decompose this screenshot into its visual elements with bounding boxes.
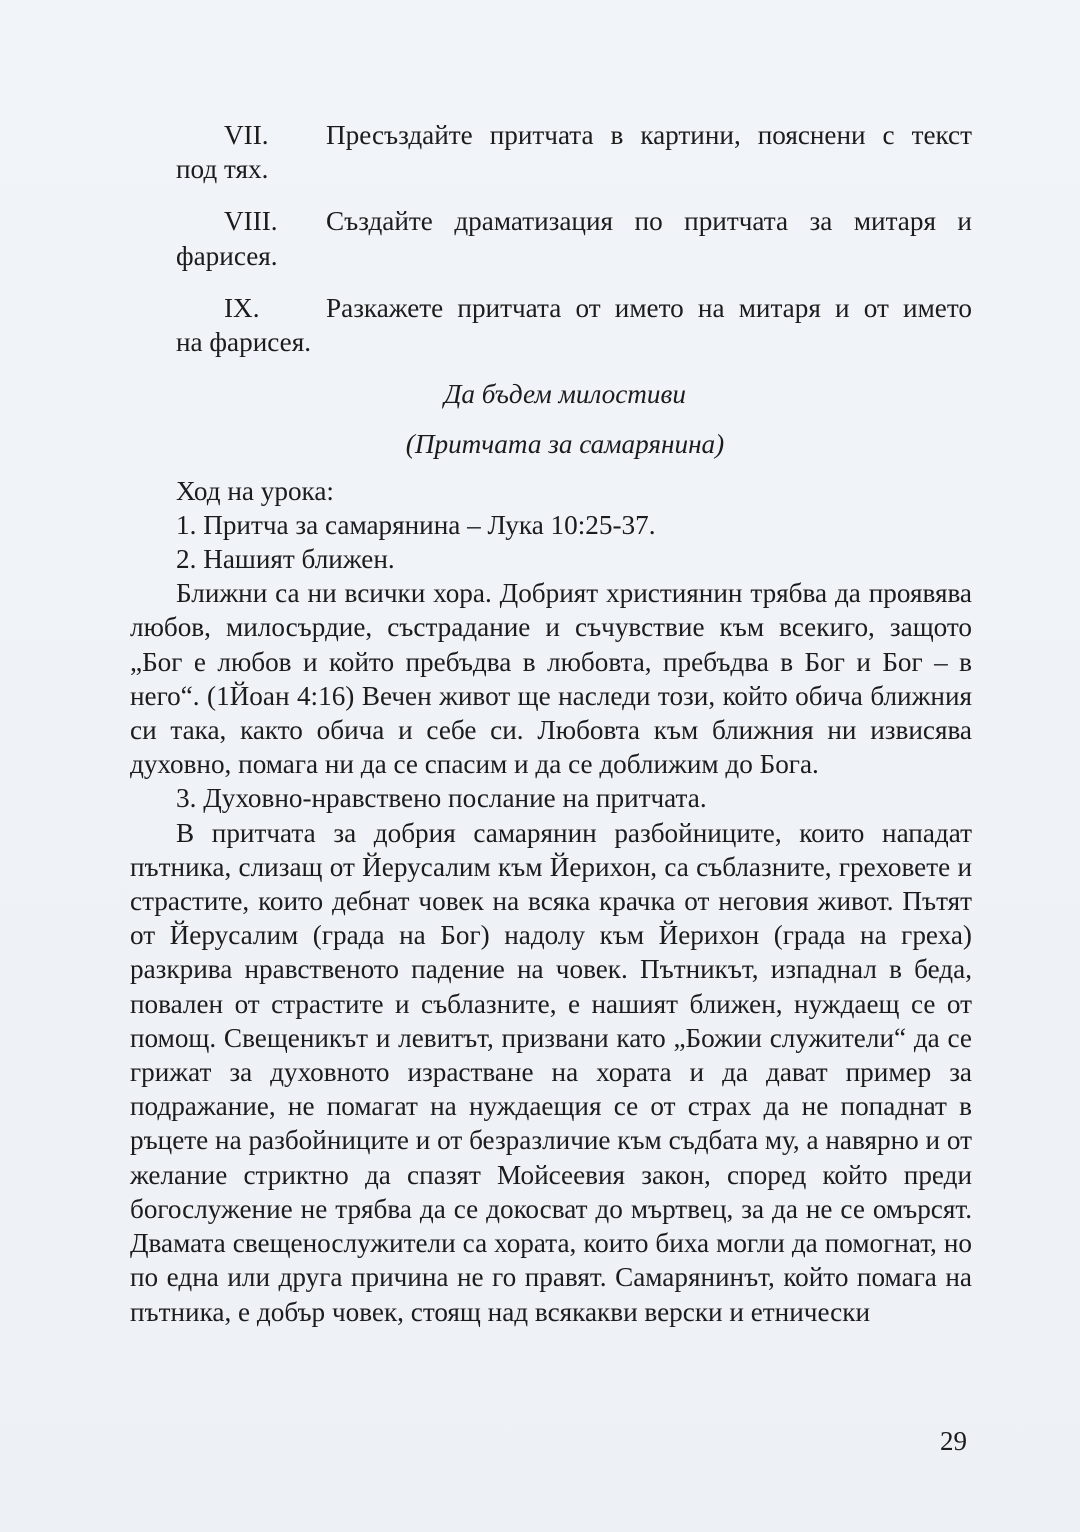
message-paragraph [130, 816, 972, 1329]
neighbors-paragraph [130, 576, 972, 781]
task-number: VII. [224, 120, 269, 150]
task-item-8 [130, 204, 972, 272]
task-text-continued: на фарисея. [176, 327, 312, 358]
task-text: Разкажете притчата от името на митаря и от името [326, 292, 972, 323]
lesson-point-1: 1. Притча за самарянина – Лука 10:25-37. [176, 509, 656, 540]
task-text-continued: под тях. [176, 154, 269, 185]
lesson-point-2: 2. Нашият ближен. [176, 544, 395, 575]
task-number: IX. [224, 292, 260, 323]
lesson-point-3: 3. Духовно-нравствено послание на притчата. [176, 783, 707, 814]
task-item-first-line [130, 291, 972, 325]
task-item-first-line [130, 118, 972, 152]
task-item-9 [130, 291, 972, 359]
neighbors-paragraph-text: Ближни са ни всички хора. Добрият християнин трябва да проявява любов, милосърдие, състрадание и съчувствие към всекиго, защото „Бог е любов и който пребъдва в любовта, пребъдва в Бог и Бог – в него“. (1Йоан 4:16) Вечен живот ще наследи този, който обича ближния си така, както обича и себе си. Любовта към ближния ни извисява духовно, помага ни да се спасим и да се доближим до Бога. [130, 578, 972, 780]
task-item-7 [130, 118, 972, 186]
lesson-title: Да бъдем милостиви [444, 379, 686, 410]
task-text-continued: фарисея. [176, 240, 278, 271]
task-text: Създайте драматизация по притчата за митаря и [326, 206, 972, 237]
task-number: VIII. [224, 206, 278, 237]
lesson-subtitle: (Притчата за самарянина) [405, 429, 725, 460]
page-body [130, 118, 972, 1329]
page-number: 29 [940, 1426, 967, 1456]
course-heading: Ход на урока: [176, 475, 334, 506]
task-item-first-line [130, 204, 972, 238]
message-paragraph-text: В притчата за добрия самарянин разбойниците, които нападат пътника, слизащ от Йерусалим към Йерихон, са съблазните, греховете и страстите, които дебнат човек на всяка крачка от неговия живот. Пътят от Йерусалим (града на Бог) надолу към Йерихон (града на греха) разкрива нравственото падение на човек. Пътникът, изпаднал в беда, повален от страстите и съблазните, е нашият ближен, нуждаещ се от помощ. Свещеникът и левитът, призвани като „Божии служители“ да се грижат за духовното израстване на хората и да дават пример за подражание, не помагат на нуждаещия се от страх да не попаднат в ръцете на разбойниците и от безразличие към съдбата му, а навярно и от желание стриктно да спазят Мойсеевия закон, според който преди богослужение не трябва да се докосват до мъртвец, за да не се омърсят. Двамата свещенослужители са хората, които биха могли да помогнат, но по една или друга причина не го правят. Самарянинът, който помага на пътника, е добър човек, стоящ над всякакви верски и етнически [130, 817, 972, 1327]
task-text: Пресъздайте притчата в картини, пояснени с текст [326, 120, 972, 150]
